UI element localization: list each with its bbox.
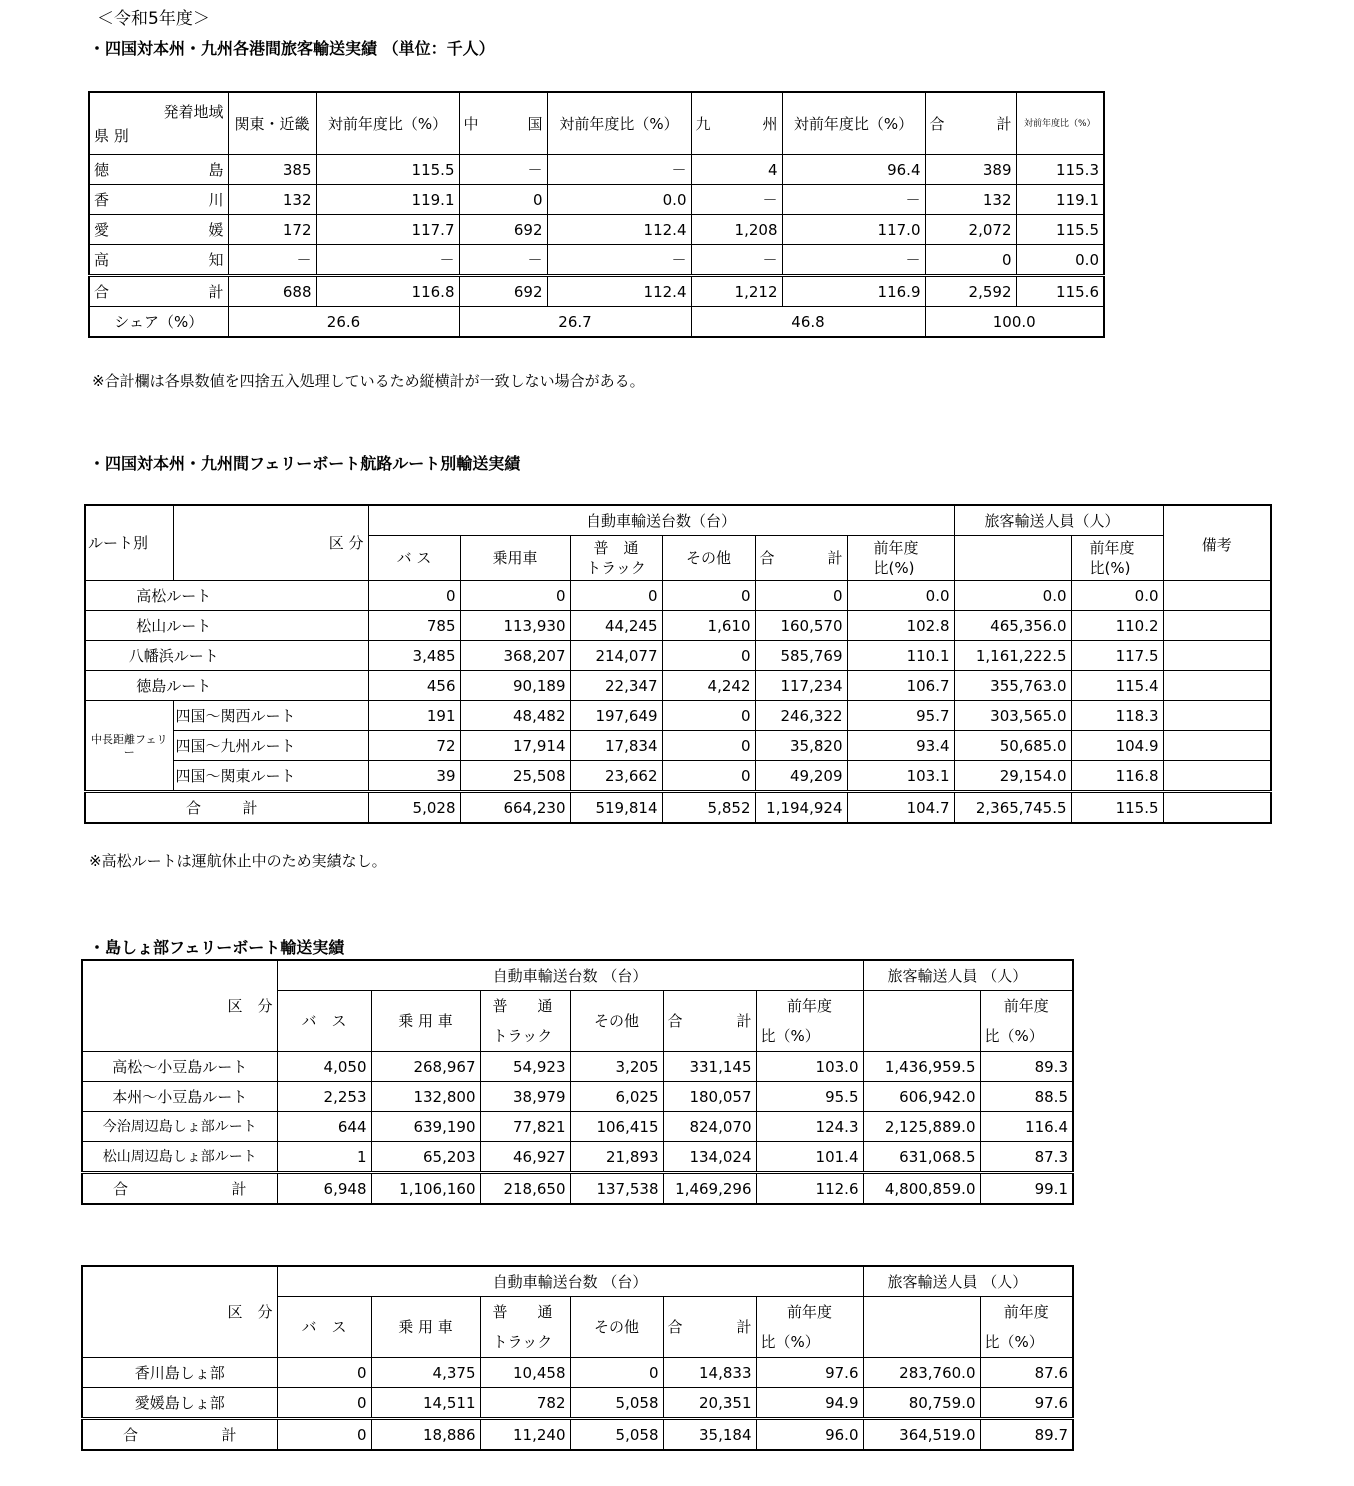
cell: 77,821 (480, 1112, 570, 1142)
cell: 0.0 (1016, 245, 1104, 276)
cell: 160,570 (755, 611, 847, 641)
cell: 0 (460, 581, 570, 611)
cell: 0 (570, 581, 662, 611)
cell: 519,814 (570, 792, 662, 824)
cell: 87.3 (980, 1142, 1073, 1173)
pref-label: 徳 島 (89, 155, 228, 185)
cell: 0 (277, 1358, 371, 1388)
section1-title: ・四国対本州・九州各港間旅客輸送実績 （単位：千人） (89, 39, 495, 58)
header-pass-count (954, 536, 1071, 581)
cell: 119.1 (316, 185, 459, 215)
header-car: 乗 用 車 (371, 1297, 480, 1358)
total-label: 合 計 (89, 276, 228, 307)
cell: 112.4 (547, 215, 691, 245)
cell: 104.9 (1071, 731, 1163, 761)
cell: 5,852 (662, 792, 755, 824)
cell: － (547, 155, 691, 185)
cell: 95.7 (847, 701, 954, 731)
cell: － (228, 245, 316, 276)
cell: 96.4 (782, 155, 925, 185)
table-row (85, 581, 1271, 611)
cell: 172 (228, 215, 316, 245)
cell: 116.8 (1071, 761, 1163, 792)
cell: 25,508 (460, 761, 570, 792)
cell: 0 (662, 581, 755, 611)
header-truck: 普 通 トラック (480, 1297, 570, 1358)
cell: 1,212 (691, 276, 782, 307)
cell: 385 (228, 155, 316, 185)
section2-note: ※高松ルートは運航休止中のため実績なし。 (89, 852, 387, 870)
cell: 115.6 (1016, 276, 1104, 307)
cell: － (782, 185, 925, 215)
cell: － (459, 155, 547, 185)
header-car: 乗 用 車 (371, 991, 480, 1052)
header-car-count: 自動車輸送台数（台） (368, 505, 954, 536)
cell: 3,205 (570, 1052, 663, 1082)
cell: 102.8 (847, 611, 954, 641)
cell: 4,800,859.0 (863, 1173, 980, 1205)
prefecture-island-table (81, 1265, 1074, 1451)
cell: 115.3 (1016, 155, 1104, 185)
year-label: ＜令和5年度＞ (97, 9, 210, 29)
ferry-route-table (84, 504, 1272, 824)
route-name: 徳島ルート (85, 671, 368, 701)
group-label: 中長距離フェリー (85, 701, 173, 792)
cell: 26.7 (459, 307, 691, 338)
remarks-cell (1163, 611, 1271, 641)
header-passengers: 旅客輸送人員（人） (954, 505, 1163, 536)
cell: 80,759.0 (863, 1388, 980, 1419)
remarks-cell (1163, 671, 1271, 701)
table-row (82, 1052, 1073, 1082)
cell: 112.6 (756, 1173, 863, 1205)
cell: 692 (459, 215, 547, 245)
share-label: シェア（%） (89, 307, 228, 338)
header-car-count: 自動車輸送台数 （台） (277, 960, 863, 991)
cell: 197,649 (570, 701, 662, 731)
cell: 23,662 (570, 761, 662, 792)
route-name: 今治周辺島しょ部ルート (82, 1112, 277, 1142)
pref-label: 高 知 (89, 245, 228, 276)
cell: 134,024 (663, 1142, 756, 1173)
cell: － (691, 185, 782, 215)
cell: 93.4 (847, 731, 954, 761)
cell: 117.0 (782, 215, 925, 245)
cell: 0 (570, 1358, 663, 1388)
cell: 46.8 (691, 307, 925, 338)
route-name: 八幡浜ルート (85, 641, 368, 671)
cell: 116.9 (782, 276, 925, 307)
cell: 0.0 (847, 581, 954, 611)
header-remarks: 備考 (1163, 505, 1271, 581)
table-row (89, 245, 1104, 276)
cell: 88.5 (980, 1082, 1073, 1112)
area-name: 愛媛島しょ部 (82, 1388, 277, 1419)
cell: 17,834 (570, 731, 662, 761)
header-yoy: 前年度 比(%) (847, 536, 954, 581)
route-name: 四国～関東ルート (173, 761, 368, 792)
cell: 465,356.0 (954, 611, 1071, 641)
table-row (89, 185, 1104, 215)
total-row (82, 1173, 1073, 1205)
cell: 785 (368, 611, 460, 641)
cell: 0 (277, 1419, 371, 1451)
cell: 103.1 (847, 761, 954, 792)
total-label: 合 計 (82, 1173, 277, 1205)
remarks-cell (1163, 581, 1271, 611)
cell: 110.2 (1071, 611, 1163, 641)
cell: 49,209 (755, 761, 847, 792)
remarks-cell (1163, 701, 1271, 731)
corner-top-label: 発着地域 (163, 102, 224, 121)
cell: 0 (662, 761, 755, 792)
header-pass-count (863, 991, 980, 1052)
remarks-cell (1163, 641, 1271, 671)
cell: 782 (480, 1388, 570, 1419)
cell: 0 (925, 245, 1016, 276)
cell: 364,519.0 (863, 1419, 980, 1451)
cell: 389 (925, 155, 1016, 185)
cell: 22,347 (570, 671, 662, 701)
cell: 115.5 (1071, 792, 1163, 824)
route-name: 四国～九州ルート (173, 731, 368, 761)
cell: 106,415 (570, 1112, 663, 1142)
cell: 246,322 (755, 701, 847, 731)
cell: － (691, 245, 782, 276)
header-car: 乗用車 (460, 536, 570, 581)
cell: 11,240 (480, 1419, 570, 1451)
cell: 4 (691, 155, 782, 185)
cell: 38,979 (480, 1082, 570, 1112)
header-chugoku: 中 国 (459, 92, 547, 155)
cell: 664,230 (460, 792, 570, 824)
cell: 35,820 (755, 731, 847, 761)
cell: 100.0 (925, 307, 1104, 338)
cell: 0 (662, 701, 755, 731)
header-yoy-3: 対前年度比（%） (782, 92, 925, 155)
header-passengers: 旅客輸送人員 （人） (863, 1266, 1073, 1297)
cell: 117,234 (755, 671, 847, 701)
header-pass-yoy: 前年度 比（%） (980, 991, 1073, 1052)
share-row (89, 307, 1104, 338)
route-name: 高松ルート (85, 581, 368, 611)
header-other: その他 (570, 991, 663, 1052)
cell: 94.9 (756, 1388, 863, 1419)
cell: 50,685.0 (954, 731, 1071, 761)
cell: 95.5 (756, 1082, 863, 1112)
cell: 2,125,889.0 (863, 1112, 980, 1142)
header-yoy-1: 対前年度比（%） (316, 92, 459, 155)
table-row (85, 761, 1271, 792)
header-kubun: 区 分 (173, 505, 368, 581)
cell: 180,057 (663, 1082, 756, 1112)
cell: 456 (368, 671, 460, 701)
remarks-cell (1163, 761, 1271, 792)
header-yoy: 前年度 比（%） (756, 1297, 863, 1358)
cell: 17,914 (460, 731, 570, 761)
cell: 214,077 (570, 641, 662, 671)
total-row (82, 1419, 1073, 1451)
cell: 115.5 (1016, 215, 1104, 245)
cell: 585,769 (755, 641, 847, 671)
cell: 118.3 (1071, 701, 1163, 731)
cell: 644 (277, 1112, 371, 1142)
cell: 218,650 (480, 1173, 570, 1205)
route-name: 松山周辺島しょ部ルート (82, 1142, 277, 1173)
route-name: 松山ルート (85, 611, 368, 641)
cell: － (782, 245, 925, 276)
cell: 5,058 (570, 1388, 663, 1419)
header-pass-count (863, 1297, 980, 1358)
cell: 112.4 (547, 276, 691, 307)
header-pass-yoy: 前年度 比(%) (1071, 536, 1163, 581)
cell: 103.0 (756, 1052, 863, 1082)
cell: 4,375 (371, 1358, 480, 1388)
island-ferry-table (81, 959, 1074, 1205)
table-row (85, 671, 1271, 701)
header-passengers: 旅客輸送人員 （人） (863, 960, 1073, 991)
cell: 1,436,959.5 (863, 1052, 980, 1082)
cell: 0 (459, 185, 547, 215)
cell: 0 (755, 581, 847, 611)
pref-label: 愛 媛 (89, 215, 228, 245)
header-other: その他 (570, 1297, 663, 1358)
cell: 106.7 (847, 671, 954, 701)
table-row (85, 641, 1271, 671)
cell: 97.6 (980, 1388, 1073, 1419)
cell: 191 (368, 701, 460, 731)
cell: 0.0 (1071, 581, 1163, 611)
corner-header (89, 92, 228, 155)
cell: 639,190 (371, 1112, 480, 1142)
cell: 368,207 (460, 641, 570, 671)
header-kubun: 区 分 (82, 960, 277, 1052)
header-bus: バ ス (277, 1297, 371, 1358)
cell: 44,245 (570, 611, 662, 641)
cell: 0.0 (547, 185, 691, 215)
cell: 89.7 (980, 1419, 1073, 1451)
cell: 101.4 (756, 1142, 863, 1173)
cell: 21,893 (570, 1142, 663, 1173)
section3-title: ・島しょ部フェリーボート輸送実績 (89, 938, 345, 957)
cell: 72 (368, 731, 460, 761)
cell: 90,189 (460, 671, 570, 701)
cell: 20,351 (663, 1388, 756, 1419)
table-row (89, 215, 1104, 245)
cell: 0 (368, 581, 460, 611)
area-name: 香川島しょ部 (82, 1358, 277, 1388)
cell: 283,760.0 (863, 1358, 980, 1388)
cell: 1,161,222.5 (954, 641, 1071, 671)
cell: 6,948 (277, 1173, 371, 1205)
table-row (89, 155, 1104, 185)
table-row (82, 1388, 1073, 1419)
cell: 18,886 (371, 1419, 480, 1451)
corner-bottom-label: 県 別 (94, 126, 129, 145)
cell: 5,058 (570, 1419, 663, 1451)
table-row (82, 1112, 1073, 1142)
cell: － (316, 245, 459, 276)
cell: 116.4 (980, 1112, 1073, 1142)
cell: 48,482 (460, 701, 570, 731)
cell: 6,025 (570, 1082, 663, 1112)
cell: 116.8 (316, 276, 459, 307)
header-truck: 普 通 トラック (570, 536, 662, 581)
cell: 97.6 (756, 1358, 863, 1388)
header-yoy: 前年度 比（%） (756, 991, 863, 1052)
cell: － (459, 245, 547, 276)
header-yoy-4: 対前年度比（%） (1016, 92, 1104, 155)
cell: 4,050 (277, 1052, 371, 1082)
header-other: その他 (662, 536, 755, 581)
cell: 96.0 (756, 1419, 863, 1451)
cell: 1 (277, 1142, 371, 1173)
cell: 0 (662, 641, 755, 671)
total-row (89, 276, 1104, 307)
cell: 117.5 (1071, 641, 1163, 671)
cell: 132,800 (371, 1082, 480, 1112)
cell: 132 (228, 185, 316, 215)
cell: 2,072 (925, 215, 1016, 245)
cell: 2,253 (277, 1082, 371, 1112)
cell: 606,942.0 (863, 1082, 980, 1112)
route-name: 四国～関西ルート (173, 701, 368, 731)
cell: 113,930 (460, 611, 570, 641)
cell: 99.1 (980, 1173, 1073, 1205)
header-total: 合 計 (925, 92, 1016, 155)
header-total: 合 計 (755, 536, 847, 581)
remarks-cell (1163, 792, 1271, 824)
total-row (85, 792, 1271, 824)
header-kyushu: 九 州 (691, 92, 782, 155)
cell: 46,927 (480, 1142, 570, 1173)
header-truck: 普 通 トラック (480, 991, 570, 1052)
table-row (82, 1358, 1073, 1388)
cell: 14,833 (663, 1358, 756, 1388)
cell: 1,208 (691, 215, 782, 245)
cell: 115.4 (1071, 671, 1163, 701)
cell: 0 (277, 1388, 371, 1419)
cell: 688 (228, 276, 316, 307)
cell: 303,565.0 (954, 701, 1071, 731)
cell: 54,923 (480, 1052, 570, 1082)
table-row (85, 731, 1271, 761)
remarks-cell (1163, 731, 1271, 761)
cell: 35,184 (663, 1419, 756, 1451)
cell: 1,610 (662, 611, 755, 641)
cell: 26.6 (228, 307, 459, 338)
cell: 692 (459, 276, 547, 307)
cell: 87.6 (980, 1358, 1073, 1388)
cell: 1,469,296 (663, 1173, 756, 1205)
cell: 10,458 (480, 1358, 570, 1388)
cell: 14,511 (371, 1388, 480, 1419)
cell: 2,592 (925, 276, 1016, 307)
header-total: 合 計 (663, 991, 756, 1052)
section2-title: ・四国対本州・九州間フェリーボート航路ルート別輸送実績 (89, 454, 521, 473)
total-label: 合 計 (82, 1419, 277, 1451)
header-bus: バ ス (277, 991, 371, 1052)
route-name: 本州～小豆島ルート (82, 1082, 277, 1112)
cell: 4,242 (662, 671, 755, 701)
cell: 1,106,160 (371, 1173, 480, 1205)
table-row (82, 1142, 1073, 1173)
header-kubun: 区 分 (82, 1266, 277, 1358)
table-row (82, 1082, 1073, 1112)
header-bus: バ ス (368, 536, 460, 581)
cell: 89.3 (980, 1052, 1073, 1082)
table-row (85, 701, 1271, 731)
pref-label: 香 川 (89, 185, 228, 215)
cell: 119.1 (1016, 185, 1104, 215)
cell: 0.0 (954, 581, 1071, 611)
cell: 29,154.0 (954, 761, 1071, 792)
cell: 1,194,924 (755, 792, 847, 824)
cell: － (547, 245, 691, 276)
cell: 268,967 (371, 1052, 480, 1082)
cell: 132 (925, 185, 1016, 215)
header-car-count: 自動車輸送台数 （台） (277, 1266, 863, 1297)
cell: 331,145 (663, 1052, 756, 1082)
cell: 39 (368, 761, 460, 792)
cell: 3,485 (368, 641, 460, 671)
section1-note: ※合計欄は各県数値を四捨五入処理しているため縦横計が一致しない場合がある。 (92, 372, 645, 390)
route-name: 高松～小豆島ルート (82, 1052, 277, 1082)
cell: 631,068.5 (863, 1142, 980, 1173)
header-yoy-2: 対前年度比（%） (547, 92, 691, 155)
header-total: 合 計 (663, 1297, 756, 1358)
cell: 5,028 (368, 792, 460, 824)
cell: 104.7 (847, 792, 954, 824)
cell: 65,203 (371, 1142, 480, 1173)
cell: 2,365,745.5 (954, 792, 1071, 824)
total-label: 合 計 (85, 792, 368, 824)
cell: 124.3 (756, 1112, 863, 1142)
table-row (85, 611, 1271, 641)
cell: 355,763.0 (954, 671, 1071, 701)
cell: 0 (662, 731, 755, 761)
cell: 824,070 (663, 1112, 756, 1142)
cell: 115.5 (316, 155, 459, 185)
header-pass-yoy: 前年度 比（%） (980, 1297, 1073, 1358)
cell: 110.1 (847, 641, 954, 671)
header-kanto: 関東・近畿 (228, 92, 316, 155)
header-route: ルート別 (85, 505, 173, 581)
cell: 137,538 (570, 1173, 663, 1205)
cell: 117.7 (316, 215, 459, 245)
passenger-table (88, 91, 1105, 338)
